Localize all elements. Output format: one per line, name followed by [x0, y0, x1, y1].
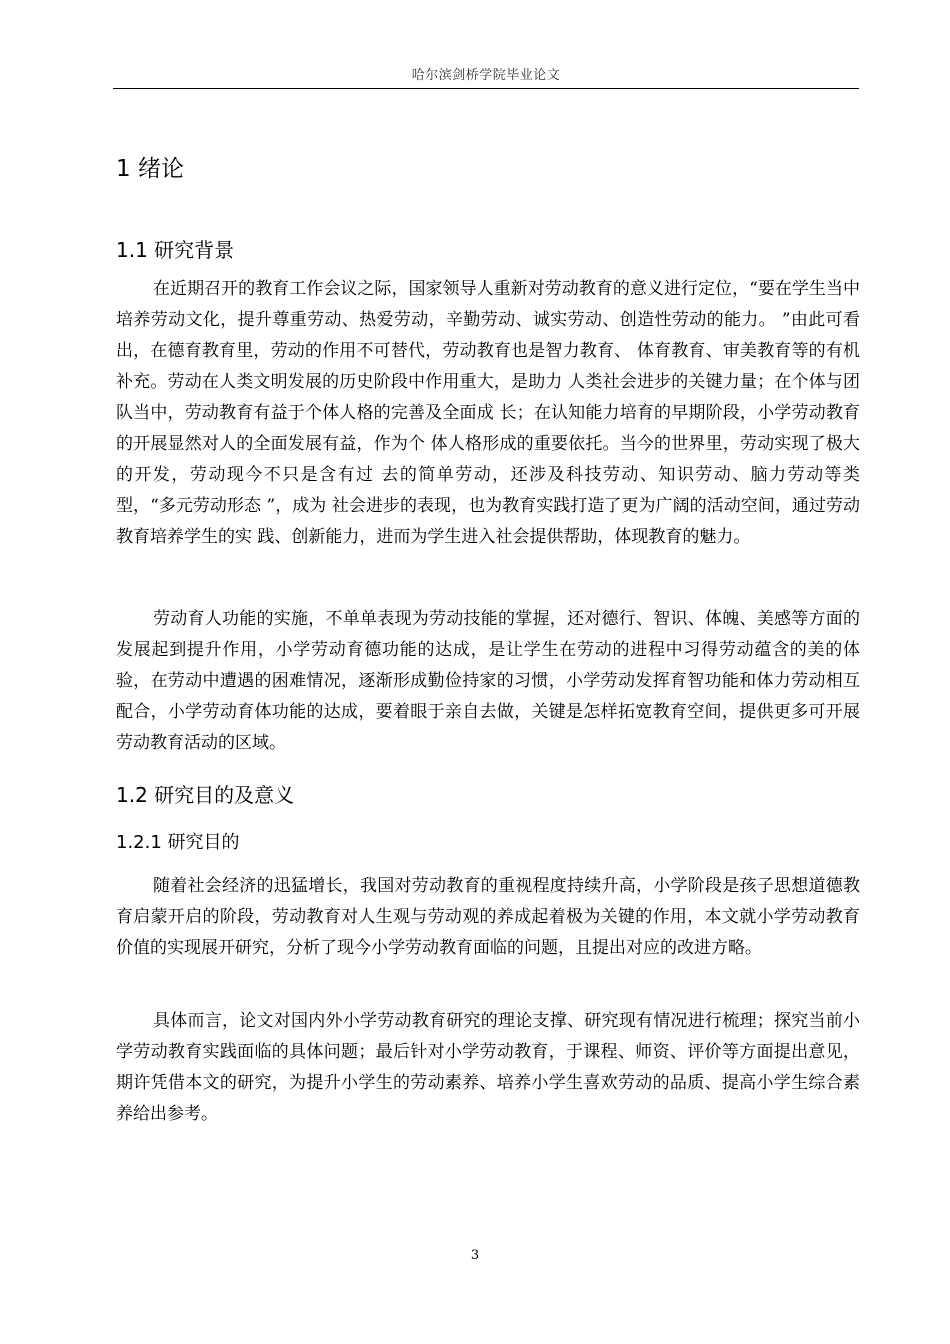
chapter-title: 1 绪论: [116, 156, 184, 182]
section-title-1-1: 1.1 研究背景: [116, 238, 235, 262]
paragraph-background-1: 在近期召开的教育工作会议之际，国家领导人重新对劳动教育的意义进行定位，“要在学生当中培养劳动文化，提升尊重劳动、热爱劳动，辛勤劳动、诚实劳动、创造性劳动的能力。 ”由此可看出，在德育教育里，劳动的作用不可替代，劳动教育也是智力教育、 体育教育、审美教育等的有机补充。劳动在人类文明发展的历史阶段中作用重大，是助力 人类社会进步的关键力量；在个体与团队当中，劳动教育有益于个体人格的完善及全面成 长；在认知能力培育的早期阶段，小学劳动教育的开展显然对人的全面发展有益，作为个 体人格形成的重要依托。当今的世界里，劳动实现了极大的开发，劳动现今不只是含有过 去的简单劳动，还涉及科技劳动、知识劳动、脑力劳动等类型，“多元劳动形态 ”，成为 社会进步的表现，也为教育实践打造了更为广阔的活动空间，通过劳动教育培养学生的实 践、创新能力，进而为学生进入社会提供帮助，体现教育的魅力。: [116, 279, 860, 547]
paragraph-background-2: 劳动育人功能的实施，不单单表现为劳动技能的掌握，还对德行、智识、体魄、美感等方面的发展起到提升作用，小学劳动育德功能的达成，是让学生在劳动的进程中习得劳动蕴含的美的体验，在劳动中遭遇的困难情况，逐渐形成勤俭持家的习惯，小学劳动发挥育智功能和体力劳动相互配合，小学劳动育体功能的达成，要着眼于亲自去做，关键是怎样拓宽教育空间，提供更多可开展劳动教育活动的区域。: [116, 609, 860, 753]
section-title-1-2: 1.2 研究目的及意义: [116, 783, 295, 807]
paragraph-purpose-1: 随着社会经济的迅猛增长，我国对劳动教育的重视程度持续升高，小学阶段是孩子思想道德教育启蒙开启的阶段，劳动教育对人生观与劳动观的养成起着极为关键的作用，本文就小学劳动教育价值的实现展开研究，分析了现今小学劳动教育面临的问题，且提出对应的改进方略。: [116, 876, 860, 958]
page-number: 3: [470, 1248, 480, 1263]
page-header: 哈尔滨剑桥学院毕业论文: [411, 68, 561, 83]
subsection-title-1-2-1: 1.2.1 研究目的: [116, 832, 240, 853]
paragraph-purpose-2: 具体而言，论文对国内外小学劳动教育研究的理论支撑、研究现有情况进行梳理；探究当前小学劳动教育实践面临的具体问题；最后针对小学劳动教育，于课程、师资、评价等方面提出意见，期许凭借本文的研究，为提升小学生的劳动素养、培养小学生喜欢劳动的品质、提高小学生综合素养给出参考。: [116, 1011, 860, 1124]
header-divider: [113, 88, 859, 89]
